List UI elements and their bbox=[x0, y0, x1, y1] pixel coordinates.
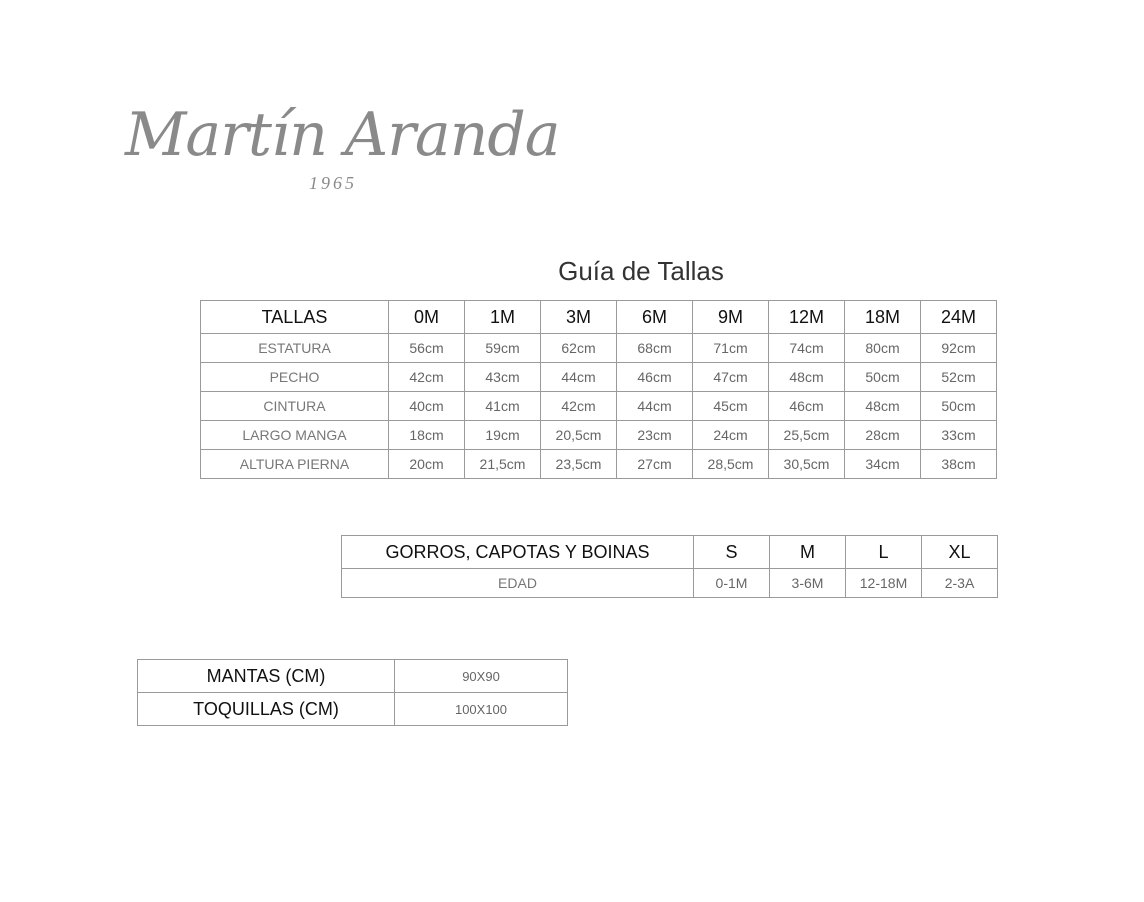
table-cell: 46cm bbox=[617, 363, 693, 392]
table-cell: 80cm bbox=[845, 334, 921, 363]
table-cell: 27cm bbox=[617, 450, 693, 479]
table-cell: 56cm bbox=[389, 334, 465, 363]
row-label: TOQUILLAS (CM) bbox=[138, 693, 395, 726]
table-cell: 42cm bbox=[389, 363, 465, 392]
table-cell: 50cm bbox=[921, 392, 997, 421]
table-cell: 74cm bbox=[769, 334, 845, 363]
table-row bbox=[342, 569, 998, 598]
table-cell: 33cm bbox=[921, 421, 997, 450]
header-cell: 3M bbox=[541, 301, 617, 334]
header-cell: 6M bbox=[617, 301, 693, 334]
row-label: ESTATURA bbox=[201, 334, 389, 363]
table-cell: 23,5cm bbox=[541, 450, 617, 479]
row-label: LARGO MANGA bbox=[201, 421, 389, 450]
table-cell: 24cm bbox=[693, 421, 769, 450]
table-cell: 20cm bbox=[389, 450, 465, 479]
table-cell: 21,5cm bbox=[465, 450, 541, 479]
table-cell: 28,5cm bbox=[693, 450, 769, 479]
table-cell: 48cm bbox=[845, 392, 921, 421]
page-title: Guía de Tallas bbox=[558, 256, 724, 286]
row-label: ALTURA PIERNA bbox=[201, 450, 389, 479]
header-cell: XL bbox=[922, 536, 998, 569]
table-cell: 25,5cm bbox=[769, 421, 845, 450]
table-cell: 0-1M bbox=[694, 569, 770, 598]
table-header-row bbox=[342, 536, 998, 569]
table-cell: 30,5cm bbox=[769, 450, 845, 479]
table-cell: 3-6M bbox=[770, 569, 846, 598]
table-row bbox=[201, 363, 997, 392]
table-row bbox=[201, 450, 997, 479]
table-cell: 20,5cm bbox=[541, 421, 617, 450]
table-cell: 90X90 bbox=[395, 660, 568, 693]
table-cell: 46cm bbox=[769, 392, 845, 421]
table-cell: 47cm bbox=[693, 363, 769, 392]
table-cell: 19cm bbox=[465, 421, 541, 450]
table-row bbox=[138, 693, 568, 726]
table-cell: 52cm bbox=[921, 363, 997, 392]
header-cell: 12M bbox=[769, 301, 845, 334]
table-cell: 44cm bbox=[617, 392, 693, 421]
table-row bbox=[138, 660, 568, 693]
table-cell: 18cm bbox=[389, 421, 465, 450]
table-cell: 50cm bbox=[845, 363, 921, 392]
table-cell: 71cm bbox=[693, 334, 769, 363]
blankets-size-table bbox=[137, 659, 568, 726]
size-table bbox=[200, 300, 997, 479]
table-cell: 28cm bbox=[845, 421, 921, 450]
table-cell: 59cm bbox=[465, 334, 541, 363]
table-cell: 100X100 bbox=[395, 693, 568, 726]
table-row bbox=[201, 392, 997, 421]
table-cell: 41cm bbox=[465, 392, 541, 421]
header-cell: TALLAS bbox=[201, 301, 389, 334]
brand-logo bbox=[125, 100, 560, 200]
table-cell: 44cm bbox=[541, 363, 617, 392]
table-cell: 23cm bbox=[617, 421, 693, 450]
table-cell: 68cm bbox=[617, 334, 693, 363]
row-label: PECHO bbox=[201, 363, 389, 392]
table-cell: 34cm bbox=[845, 450, 921, 479]
table-cell: 62cm bbox=[541, 334, 617, 363]
header-cell: M bbox=[770, 536, 846, 569]
table-header-row bbox=[201, 301, 997, 334]
table-cell: 12-18M bbox=[846, 569, 922, 598]
table-cell: 92cm bbox=[921, 334, 997, 363]
brand-name: Martín Aranda bbox=[125, 100, 560, 170]
table-cell: 45cm bbox=[693, 392, 769, 421]
row-label: MANTAS (CM) bbox=[138, 660, 395, 693]
header-cell: S bbox=[694, 536, 770, 569]
header-cell: GORROS, CAPOTAS Y BOINAS bbox=[342, 536, 694, 569]
table-cell: 40cm bbox=[389, 392, 465, 421]
header-cell: 9M bbox=[693, 301, 769, 334]
table-row bbox=[201, 421, 997, 450]
header-cell: 1M bbox=[465, 301, 541, 334]
header-cell: L bbox=[846, 536, 922, 569]
row-label: EDAD bbox=[342, 569, 694, 598]
table-cell: 43cm bbox=[465, 363, 541, 392]
table-cell: 48cm bbox=[769, 363, 845, 392]
table-cell: 42cm bbox=[541, 392, 617, 421]
brand-year: 1965 bbox=[309, 173, 357, 193]
header-cell: 24M bbox=[921, 301, 997, 334]
row-label: CINTURA bbox=[201, 392, 389, 421]
header-cell: 0M bbox=[389, 301, 465, 334]
table-cell: 38cm bbox=[921, 450, 997, 479]
header-cell: 18M bbox=[845, 301, 921, 334]
table-row bbox=[201, 334, 997, 363]
hats-size-table bbox=[341, 535, 998, 598]
table-cell: 2-3A bbox=[922, 569, 998, 598]
